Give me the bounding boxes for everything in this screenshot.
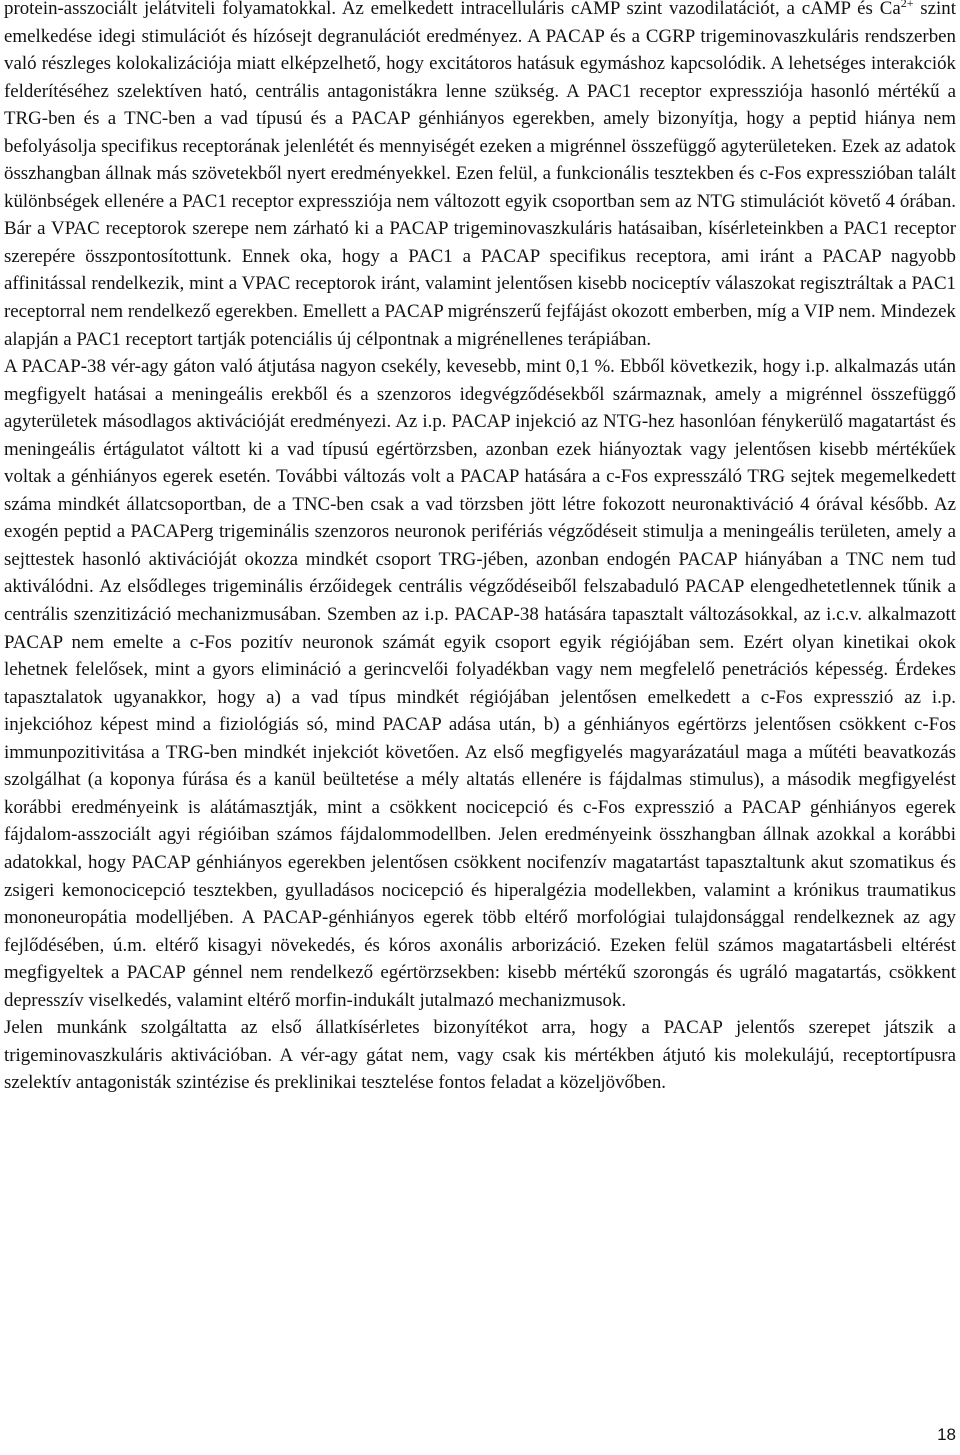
paragraph-discussion-bbb: A PACAP-38 vér-agy gáton való átjutása nagyon csekély, kevesebb, mint 0,1 %. Ebből következik, hogy i.p. alkalmazás után megfigyelt hatásai a meningeális erekből és a szenzoros idegvégződésekből származnak, amely a migrénnel összefüggő agyterületek másodlagos aktivációját eredményezi. Az i.p. PACAP injekció az NTG-hez hasonlóan fénykerülő magatartást és meningeális értágulatot váltott ki a vad típusú egértörzsben, azonban ezek hiányoztak vagy jelentősen kisebb mértékűek voltak a génhiányos egerek esetén. További változás volt a PACAP hatására a c-Fos expresszáló TRG sejtek megemelkedett száma mindkét állatcsoportban, de a TNC-ben csak a vad törzsben jött létre fokozott neuronaktiváció 4 órával később. Az exogén peptid a PACAPerg trigeminális szenzoros neuronok perifériás végződéseit stimulja a meningeális területen, amely a sejttestek hasonló aktivációját okozza mindkét csoport TRG-jében, azonban endogén PACAP hiányában a TNC nem tud aktiválódni. Az elsődleges trigeminális érzőidegek centrális végződéseiből felszabaduló PACAP elengedhetetlennek tűnik a centrális szenzitizáció mechanizmusában. Szemben az i.p. PACAP-38 hatására tapasztalt változásokkal, az i.c.v. alkalmazott PACAP nem emelte a c-Fos pozitív neuronok számát egyik csoport egyik régiójában sem. Ezért olyan kinetikai okok lehetnek felelősek, mint a gyors elimináció a gerincvelői folyadékban vagy nem megfelelő penetrációs képesség. Érdekes tapasztalatok ugyanakkor, hogy a) a vad típus mindkét régiójában jelentősen emelkedett a c-Fos expresszió az i.p. injekcióhoz képest mind a fiziológiás só, mind PACAP adása után, b) a génhiányos egértörzs jelentősen csökkent c-Fos immunpozitivitása a TRG-ben mindkét injekciót követően. Az első megfigyelés magyarázatául maga a műtéti beavatkozás szolgálhat (a koponya fúrása és a kanül beültetése a mély altatás ellenére is fájdalmas stimulus), a második megfigyelést korábbi eredményeink is alátámasztják, mint a csökkent nocicepció és c-Fos expresszió a PACAP génhiányos egerek fájdalom-asszociált agyi régióiban számos fájdalommodellben. Jelen eredményeink összhangban állnak azokkal a korábbi adatokkal, hogy PACAP génhiányos egerekben jelentősen csökkent nocifenzív magatartást tapasztaltunk akut szomatikus és zsigeri kemonocicepció tesztekben, gyulladásos nocicepció és hiperalgézia modellekben, valamint a krónikus traumatikus mononeuropátia modelljében. A PACAP-génhiányos egerek több eltérő morfológiai tulajdonsággal rendelkeznek az agy fejlődésében, ú.m. eltérő kisagyi növekedés, és kóros axonális arborizáció. Ezeken felül számos magatartásbeli eltérést megfigyeltek a PACAP génnel nem rendelkező egértörzsekben: kisebb mértékű szorongás és ugráló magatartás, csökkent depresszív viselkedés, valamint eltérő morfin-indukált jutalmazó mechanizmusok. [4, 356, 956, 1011]
paragraph-discussion-pac1 [4, 0, 956, 353]
page-number: 18 [937, 1425, 956, 1444]
document-body [4, 0, 956, 1097]
paragraph-conclusion: Jelen munkánk szolgáltatta az első állatkísérletes bizonyítékot arra, hogy a PACAP jelentős szerepet játszik a trigeminovaszkuláris aktivációban. A vér-agy gátat nem, vagy csak kis mértékben átjutó kis molekulájú, receptortípusra szelektív antagonisták szintézise és preklinikai tesztelése fontos feladat a közeljövőben. [4, 1017, 956, 1094]
superscript-charge: 2+ [900, 0, 914, 10]
paragraph-text: protein-asszociált jelátviteli folyamatokkal. Az emelkedett intracelluláris cAMP szint vazodilatációt, a cAMP és Ca [4, 0, 901, 19]
paragraph-text: szint emelkedése idegi stimulációt és hízósejt degranulációt eredményez. A PACAP és a CGRP trigeminovaszkuláris rendszerben való részleges kolokalizációja miatt elképzelhető, hogy excitátoros hatásuk egymáshoz kapcsolódik. A lehetséges interakciók felderítéséhez szelektíven ható, centrális antagonistákra lenne szükség. A PAC1 receptor expressziója hasonló mértékű a TRG-ben és a TNC-ben a vad típusú és a PACAP génhiányos egerekben, amely bizonyítja, hogy a peptid hiánya nem befolyásolja specifikus receptorának jelenlétét és mennyiségét ezeken a migrénnel összefüggő agyterületeken. Ezek az adatok összhangban állnak más szövetekből nyert eredményekkel. Ezen felül, a funkcionális tesztekben és c-Fos expresszióban talált különbségek ellenére a PAC1 receptor expressziója nem változott egyik csoportban sem az NTG stimulációt követő 4 órában. Bár a VPAC receptorok szerepe nem zárható ki a PACAP trigeminovaszkuláris hatásaiban, kísérleteinkben a PAC1 receptor szerepére összpontosítottunk. Ennek oka, hogy a PAC1 a PACAP specifikus receptora, ami iránt a PACAP nagyobb affinitással rendelkezik, mint a VPAC receptorok iránt, valamint jelentősen kisebb nociceptív válaszokat regisztráltak a PAC1 receptorral nem rendelkező egerekben. Emellett a PACAP migrénszerű fejfájást okozott emberben, míg a VIP nem. Mindezek alapján a PAC1 receptort tartják potenciális új célpontnak a migrénellenes terápiában. [4, 0, 956, 350]
